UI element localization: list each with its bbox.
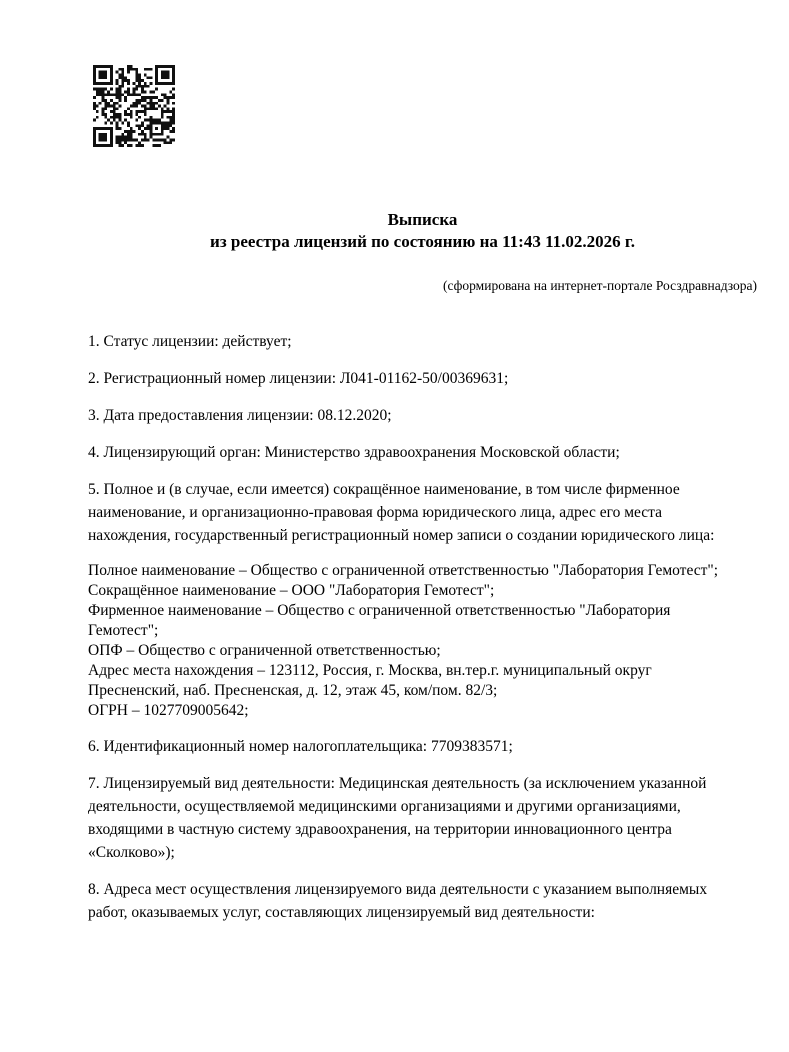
title-line-2: из реестра лицензий по состоянию на 11:43 11.02.2026 г.: [210, 232, 635, 251]
text-line: ОПФ – Общество с ограниченной ответственностью;: [88, 642, 441, 659]
text-line: 1. Статус лицензии: действует;: [88, 333, 292, 350]
title-line-1: Выписка: [387, 210, 458, 229]
paragraph-8: [88, 772, 757, 864]
paragraph-1: [88, 330, 757, 353]
paragraph-7: [88, 735, 757, 758]
text-line: 6. Идентификационный номер налогоплательщика: 7709383571;: [88, 738, 513, 755]
paragraph-6: [88, 561, 757, 721]
text-line: 3. Дата предоставления лицензии: 08.12.2020;: [88, 407, 392, 424]
document-title: [88, 209, 757, 253]
paragraph-9: [88, 878, 757, 924]
text-line: работ, оказываемых услуг, составляющих лицензируемый вид деятельности:: [88, 904, 595, 921]
text-line: 8. Адреса мест осуществления лицензируемого вида деятельности с указанием выполняемых: [88, 881, 708, 898]
document-content: [88, 209, 757, 938]
text-line: нахождения, государственный регистрационный номер записи о создании юридического лица:: [88, 527, 715, 544]
text-line: наименование, и организационно-правовая форма юридического лица, адрес его места: [88, 504, 663, 521]
document-body: [88, 330, 757, 924]
text-line: ОГРН – 1027709005642;: [88, 702, 249, 719]
text-line: Фирменное наименование – Общество с ограниченной ответственностью "Лаборатория: [88, 602, 671, 619]
text-line: Сокращённое наименование – ООО "Лаборатория Гемотест";: [88, 582, 495, 599]
text-line: «Сколково»);: [88, 844, 175, 861]
paragraph-2: [88, 367, 757, 390]
text-line: Пресненский, наб. Пресненская, д. 12, этаж 45, ком/пом. 82/3;: [88, 682, 498, 699]
paragraph-5: [88, 478, 757, 547]
document-note: (сформирована на интернет-портале Росздравнадзора): [442, 278, 757, 293]
qr-code-icon: [93, 65, 175, 147]
text-line: 5. Полное и (в случае, если имеется) сокращённое наименование, в том числе фирменное: [88, 481, 680, 498]
text-line: Полное наименование – Общество с ограниченной ответственностью "Лаборатория Гемотест";: [88, 562, 719, 579]
paragraph-3: [88, 404, 757, 427]
text-line: 7. Лицензируемый вид деятельности: Медицинская деятельность (за исключением указанной: [88, 775, 707, 792]
text-line: входящими в частную систему здравоохранения, на территории инновационного центра: [88, 821, 672, 838]
text-line: 2. Регистрационный номер лицензии: Л041-01162-50/00369631;: [88, 370, 509, 387]
text-line: Гемотест";: [88, 622, 159, 639]
text-line: деятельности, осуществляемой медицинскими организациями и другими организациями,: [88, 798, 681, 815]
text-line: 4. Лицензирующий орган: Министерство здравоохранения Московской области;: [88, 444, 620, 461]
paragraph-4: [88, 441, 757, 464]
text-line: Адрес места нахождения – 123112, Россия, г. Москва, вн.тер.г. муниципальный округ: [88, 662, 652, 679]
